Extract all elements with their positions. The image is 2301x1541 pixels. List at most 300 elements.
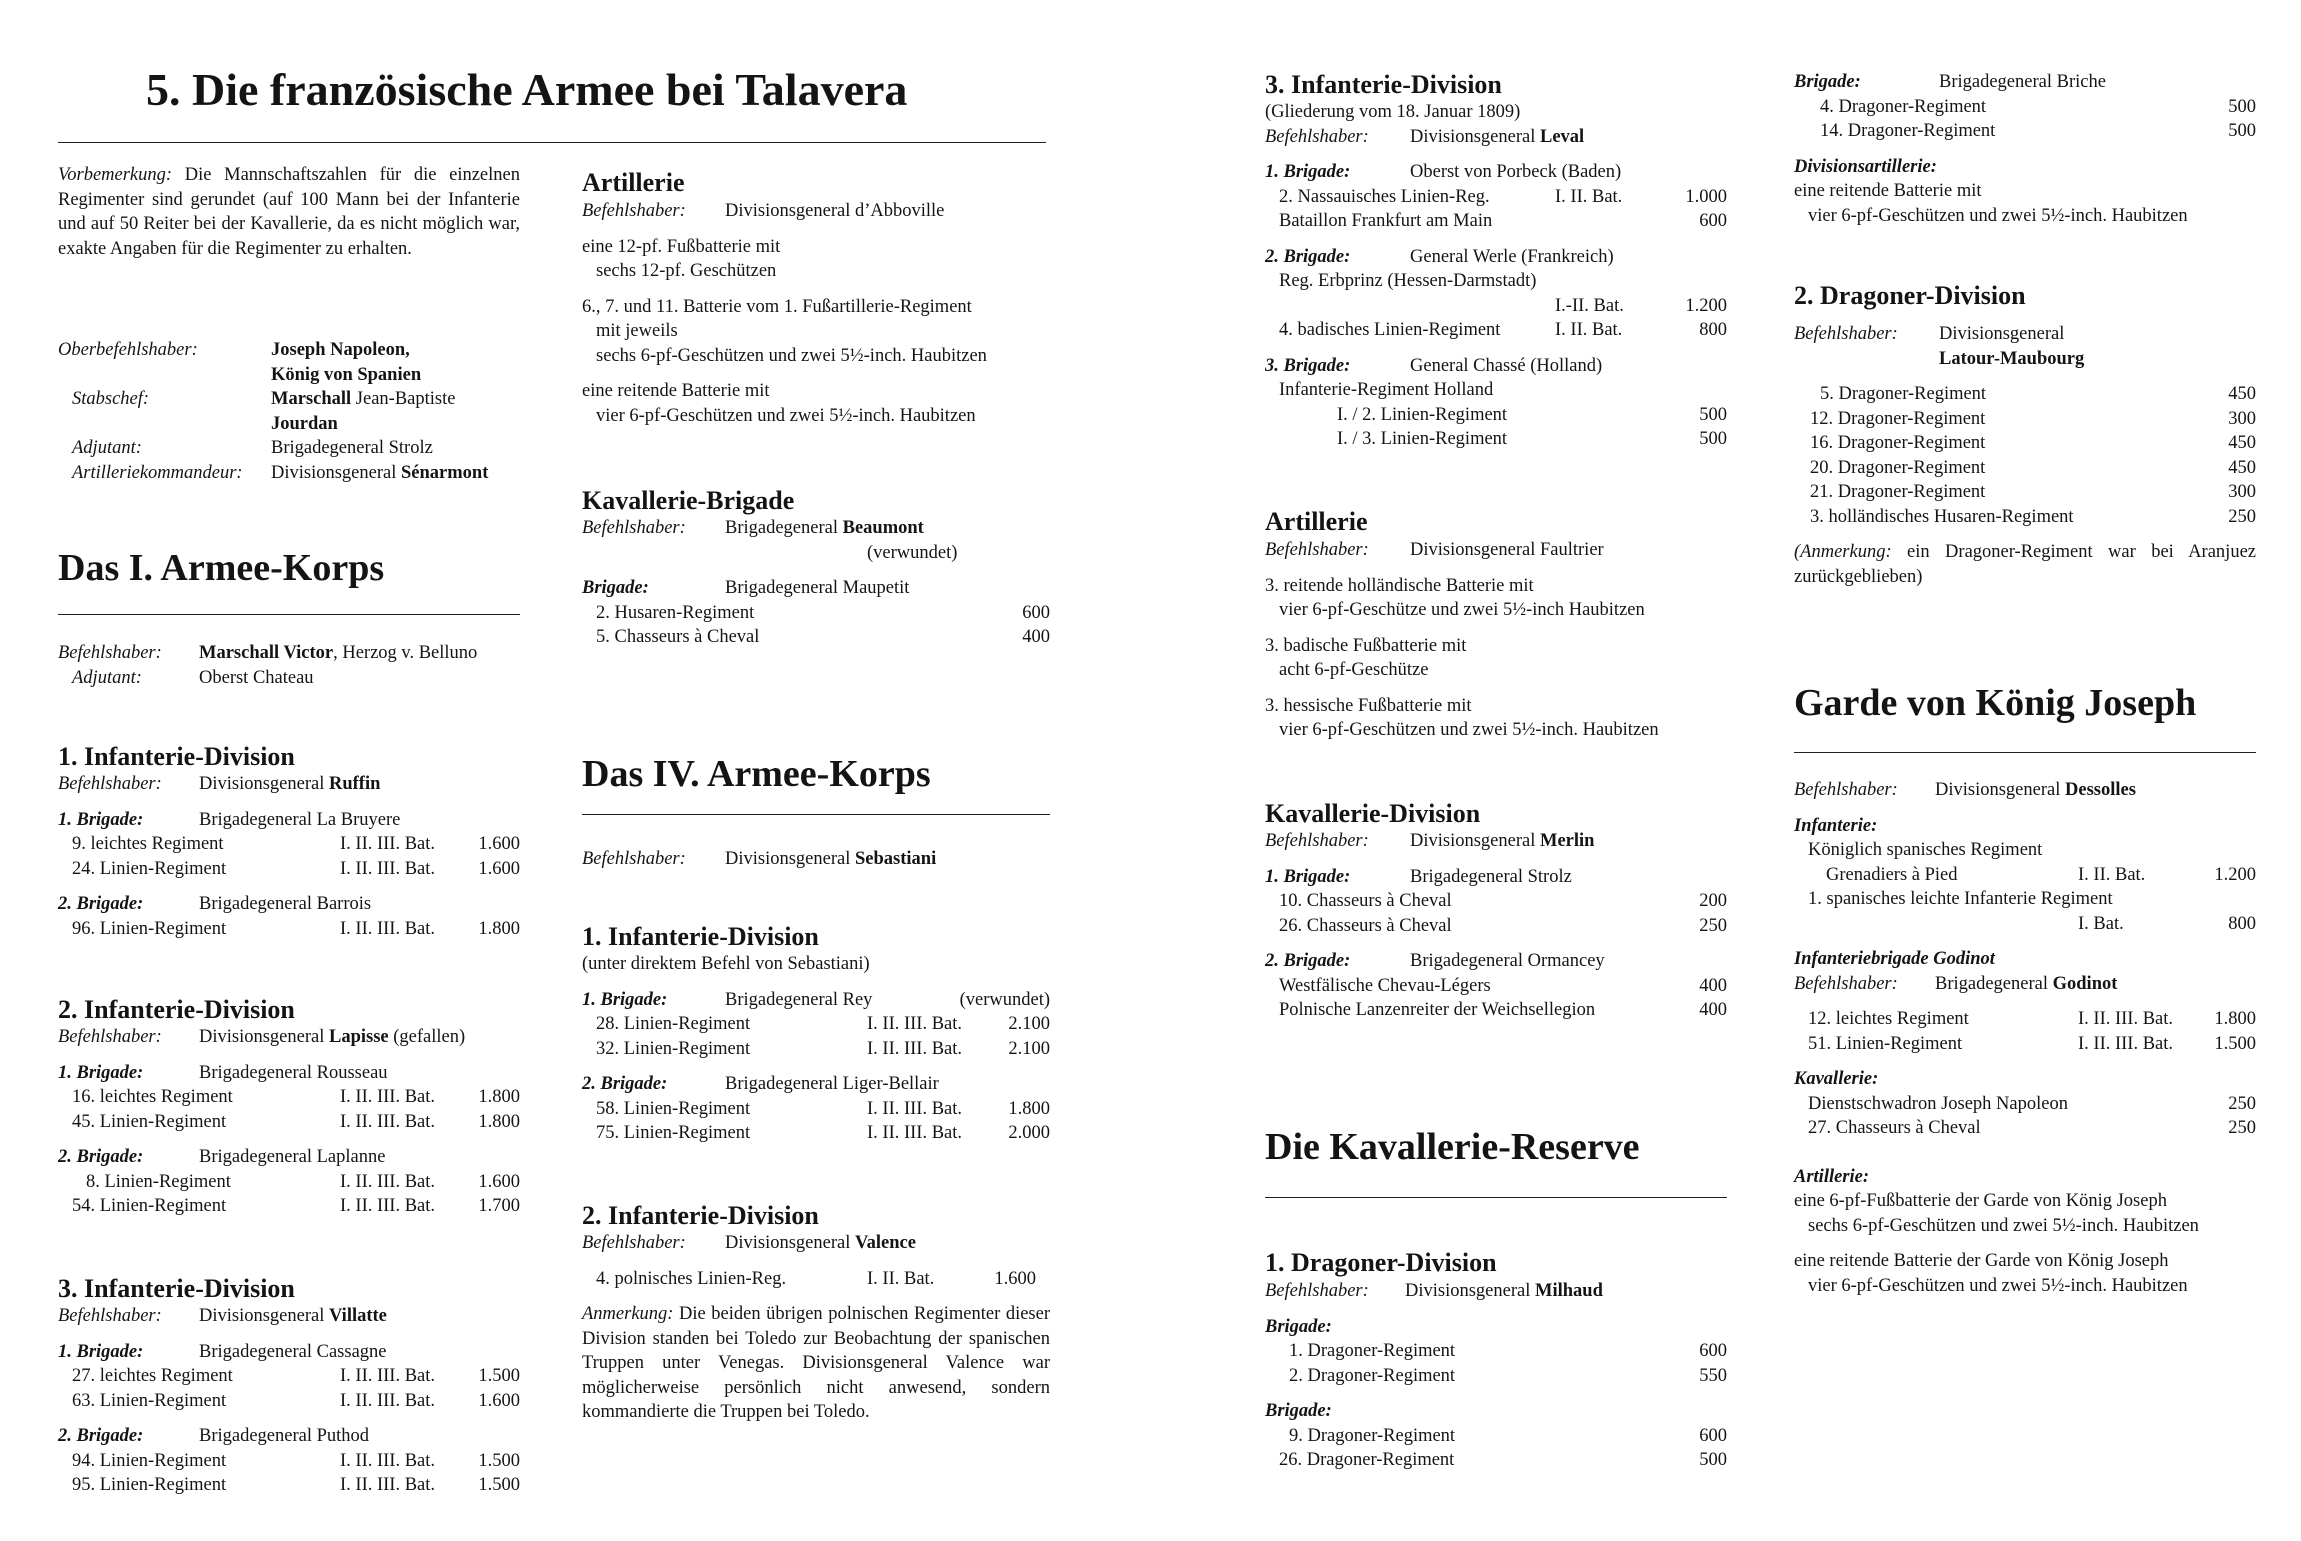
unit-name: 3. holländisches Husaren-Regiment xyxy=(1810,506,2074,527)
table-row xyxy=(1794,431,2256,456)
unit-battalions: I. II. III. Bat. xyxy=(867,1098,963,1119)
k4-d2-anmerkung xyxy=(582,1302,1050,1425)
garde-ib-bef-rank: Brigadegeneral xyxy=(1935,973,2053,994)
unit-battalions: I. II. III. Bat. xyxy=(340,1171,436,1192)
k4-d3-b2-name: General Werle (Frankreich) xyxy=(1410,246,1614,267)
unit-name: 96. Linien-Regiment xyxy=(72,918,227,939)
unit-strength: 300 xyxy=(2228,482,2256,502)
unit-name: 14. Dragoner-Regiment xyxy=(1820,121,1996,141)
k4-kav-bef-rank: Divisionsgeneral xyxy=(1410,831,1540,851)
unit-strength: 1.600 xyxy=(478,834,520,854)
k4-d2-bef-name: Valence xyxy=(855,1233,916,1253)
k1-kav-bef-name: Beaumont xyxy=(842,518,924,538)
unit-strength: 400 xyxy=(1022,627,1050,647)
k4-d3-bef-label: Befehlshaber: xyxy=(1265,126,1369,147)
table-row xyxy=(58,1449,520,1474)
unit-name: 54. Linien-Regiment xyxy=(72,1196,227,1216)
unit-strength: 500 xyxy=(2228,96,2256,117)
unit-name: 16. Dragoner-Regiment xyxy=(1810,433,1986,453)
k1-d2-b1-name: Brigadegeneral Rousseau xyxy=(199,1062,388,1083)
k4-art-battery-2-detail: acht 6-pf-Geschütze xyxy=(1279,660,1429,680)
k1-d3-b1-tag: 1. Brigade: xyxy=(58,1341,144,1362)
unit-strength: 1.600 xyxy=(994,1268,1036,1289)
k1-artillerie-body xyxy=(582,199,1050,428)
unit-strength: 1.500 xyxy=(478,1450,520,1471)
table-row xyxy=(58,1364,520,1389)
adjutant-name: Brigadegeneral Strolz xyxy=(271,438,433,458)
unit-strength: 2.100 xyxy=(1008,1014,1050,1034)
res-d2-bef-rank: Divisionsgeneral xyxy=(1939,324,2065,344)
k4-art-battery-1-detail: vier 6-pf-Geschütze und zwei 5½-inch Haubitzen xyxy=(1279,600,1645,620)
k1-d2-bef-note: (gefallen) xyxy=(388,1027,466,1047)
table-row xyxy=(58,1085,520,1110)
k4-kav-b1-name: Brigadegeneral Strolz xyxy=(1410,866,1572,887)
res-d2-bef-label: Befehlshaber: xyxy=(1794,324,1898,344)
unit-battalions: I. II. III. Bat. xyxy=(340,1475,436,1495)
res-d2-anm-label: (Anmerkung: xyxy=(1794,542,1892,562)
korps4-bef-rank: Divisionsgeneral xyxy=(725,849,855,869)
res-d1-art-battery: eine reitende Batterie mit xyxy=(1794,181,1982,201)
table-row xyxy=(1265,889,1727,914)
unit-strength: 800 xyxy=(2228,913,2256,934)
k4-d1-sub: (unter direktem Befehl von Sebastiani) xyxy=(582,954,870,974)
unit-name: 12. leichtes Regiment xyxy=(1808,1009,1969,1029)
table-row xyxy=(1265,974,1727,999)
unit-battalions: I. Bat. xyxy=(2078,913,2124,934)
res-d2-body xyxy=(1794,322,2256,589)
k1-art-bef-label: Befehlshaber: xyxy=(582,201,686,221)
vorbemerkung-label: Vorbemerkung: xyxy=(58,165,173,185)
korps1-command xyxy=(58,641,520,690)
table-row xyxy=(58,857,520,882)
unit-strength: 1.600 xyxy=(478,858,520,879)
unit-name: 4. Dragoner-Regiment xyxy=(1820,96,1987,117)
garde-art-battery-2: eine reitende Batterie der Garde von König Joseph xyxy=(1794,1251,2169,1271)
k1-art-bef-name: Divisionsgeneral d’Abboville xyxy=(725,201,945,221)
stabschef-rank: Marschall xyxy=(271,389,352,409)
table-row xyxy=(58,917,520,942)
stabschef-surname: Jourdan xyxy=(271,413,338,434)
unit-name: 27. Chasseurs à Cheval xyxy=(1808,1118,1981,1138)
k1-d1-heading: 1. Infanterie-Division xyxy=(58,742,295,771)
table-row xyxy=(1794,382,2256,407)
k1-d2-body xyxy=(58,1025,520,1219)
korps4-heading: Das IV. Armee-Korps xyxy=(582,753,931,795)
unit-strength: 1.700 xyxy=(478,1196,520,1216)
k1-d3-b2-tag: 2. Brigade: xyxy=(58,1426,144,1446)
table-row xyxy=(582,1267,1050,1292)
k4-d1-b1-name: Brigadegeneral Rey xyxy=(725,989,873,1010)
unit-strength: 250 xyxy=(2228,1093,2256,1114)
unit-strength: 250 xyxy=(2228,1118,2256,1138)
garde-art-tag: Artillerie: xyxy=(1794,1166,1870,1187)
garde-kav-tag: Kavallerie: xyxy=(1794,1069,1879,1089)
table-row xyxy=(582,1037,1050,1062)
table-row xyxy=(1265,209,1727,234)
unit-name: 5. Dragoner-Regiment xyxy=(1820,384,1987,404)
unit-strength: 500 xyxy=(1699,429,1727,449)
garde-art-battery-2-detail: vier 6-pf-Geschützen und zwei 5½-inch. Haubitzen xyxy=(1808,1275,2188,1296)
korps1-befehlshaber-label: Befehlshaber: xyxy=(58,643,162,663)
unit-name: 58. Linien-Regiment xyxy=(596,1098,751,1119)
unit-name: 1. Dragoner-Regiment xyxy=(1289,1341,1456,1361)
k1-art-battery-2-guns: sechs 6-pf-Geschützen und zwei 5½-inch. Haubitzen xyxy=(596,345,987,366)
res-d1-b3-tag: Brigade: xyxy=(1794,72,1861,92)
table-row xyxy=(1794,407,2256,432)
unit-strength: 400 xyxy=(1699,1000,1727,1020)
res-d1-bef-rank: Divisionsgeneral xyxy=(1405,1281,1535,1301)
k4-d3-bef-name: Leval xyxy=(1540,126,1585,147)
unit-battalions: I. II. III. Bat. xyxy=(2078,1009,2174,1029)
k4-d3-b3-name: General Chassé (Holland) xyxy=(1410,355,1603,376)
unit-battalions: I. II. III. Bat. xyxy=(340,1087,436,1107)
unit-battalions: I. II. III. Bat. xyxy=(340,1390,436,1411)
table-row xyxy=(1794,480,2256,505)
k1-kav-bef-label: Befehlshaber: xyxy=(582,518,686,538)
unit-name: 4. polnisches Linien-Reg. xyxy=(596,1268,787,1289)
table-row xyxy=(1265,998,1727,1023)
k1-art-battery-1: eine 12-pf. Fußbatterie mit xyxy=(582,236,781,257)
k4-d1-b2-tag: 2. Brigade: xyxy=(582,1074,668,1094)
command-staff xyxy=(58,338,520,485)
k1-kav-b-name: Brigadegeneral Maupetit xyxy=(725,578,910,598)
k4-art-battery-3-detail: vier 6-pf-Geschützen und zwei 5½-inch. Haubitzen xyxy=(1279,720,1659,740)
unit-name: I. / 2. Linien-Regiment xyxy=(1337,404,1508,425)
table-row xyxy=(1794,1092,2256,1117)
unit-strength: 250 xyxy=(2228,506,2256,527)
table-row xyxy=(1794,1007,2256,1032)
unit-strength: 1.200 xyxy=(2214,864,2256,885)
korps4-bef-label: Befehlshaber: xyxy=(582,849,686,869)
k4-d1-b2-name: Brigadegeneral Liger-Bellair xyxy=(725,1074,939,1094)
res-d1-art-tag: Divisionsartillerie: xyxy=(1794,156,1937,177)
korps4-rule xyxy=(582,814,1050,815)
unit-name: Westfälische Chevau-Légers xyxy=(1279,975,1491,996)
table-row xyxy=(1265,318,1727,343)
unit-strength: 800 xyxy=(1699,320,1727,340)
unit-name: 16. leichtes Regiment xyxy=(72,1087,233,1107)
k4-d2-anm-label: Anmerkung: xyxy=(582,1304,674,1324)
table-row xyxy=(1265,1424,1727,1449)
unit-name: 5. Chasseurs à Cheval xyxy=(596,627,760,647)
table-row xyxy=(582,601,1050,626)
k4-d2-body xyxy=(582,1231,1050,1425)
garde-heading: Garde von König Joseph xyxy=(1794,682,2197,724)
unit-strength: 1.500 xyxy=(2214,1033,2256,1054)
k4-kav-body xyxy=(1265,829,1727,1023)
table-row xyxy=(58,1389,520,1414)
unit-battalions: I. II. III. Bat. xyxy=(2078,1033,2174,1054)
unit-name: 32. Linien-Regiment xyxy=(596,1038,751,1059)
k4-kav-b2-name: Brigadegeneral Ormancey xyxy=(1410,951,1605,971)
table-row xyxy=(1265,403,1727,428)
vorbemerkung xyxy=(58,163,520,261)
k1-d2-b2-tag: 2. Brigade: xyxy=(58,1147,144,1167)
korps4-command xyxy=(582,847,1050,872)
unit-strength: 600 xyxy=(1699,1341,1727,1361)
garde-rule xyxy=(1794,752,2256,753)
res-d2-anmerkung xyxy=(1794,540,2256,589)
unit-name: 94. Linien-Regiment xyxy=(72,1450,227,1471)
res-d1-continued xyxy=(1794,70,2256,228)
k1-d3-heading: 3. Infanterie-Division xyxy=(58,1274,295,1303)
k1-kav-b-tag: Brigade: xyxy=(582,578,649,598)
reserve-heading: Die Kavallerie-Reserve xyxy=(1265,1126,1640,1168)
res-d1-b1-tag: Brigade: xyxy=(1265,1316,1332,1337)
unit-strength: 500 xyxy=(2228,121,2256,141)
stabschef-label: Stabschef: xyxy=(72,389,150,409)
oberbefehlshaber-name: Joseph Napoleon, xyxy=(271,340,410,360)
oberbefehlshaber-label: Oberbefehlshaber: xyxy=(58,340,198,360)
unit-name: 4. badisches Linien-Regiment xyxy=(1279,320,1501,340)
k1-d1-b1-tag: 1. Brigade: xyxy=(58,809,144,830)
k1-kav-bef-rank: Brigadegeneral xyxy=(725,518,843,538)
unit-strength: 600 xyxy=(1022,602,1050,623)
k4-d3-b1-name: Oberst von Porbeck (Baden) xyxy=(1410,162,1622,182)
unit-battalions: I. II. III. Bat. xyxy=(340,1450,436,1471)
garde-bef-label: Befehlshaber: xyxy=(1794,780,1898,800)
k1-d3-b2-name: Brigadegeneral Puthod xyxy=(199,1426,370,1446)
k1-d1-bef-rank: Divisionsgeneral xyxy=(199,774,329,794)
k4-d3-heading: 3. Infanterie-Division xyxy=(1265,70,1502,99)
k1-art-battery-3-detail: vier 6-pf-Geschützen und zwei 5½-inch. Haubitzen xyxy=(596,405,976,426)
table-row xyxy=(1265,1339,1727,1364)
k4-d3-bef-rank: Divisionsgeneral xyxy=(1410,126,1540,147)
k1-d1-b2-name: Brigadegeneral Barrois xyxy=(199,894,372,914)
garde-unit-leichte: 1. spanisches leichte Infanterie Regiment xyxy=(1808,889,2113,909)
table-row xyxy=(1265,185,1727,210)
res-d1-b2-tag: Brigade: xyxy=(1265,1401,1332,1421)
unit-name: 27. leichtes Regiment xyxy=(72,1366,233,1386)
k4-d1-b1-note: (verwundet) xyxy=(959,989,1050,1010)
k1-art-battery-3: eine reitende Batterie mit xyxy=(582,381,770,401)
adjutant-label: Adjutant: xyxy=(72,438,142,458)
unit-name: 8. Linien-Regiment xyxy=(86,1171,231,1192)
unit-name: 26. Dragoner-Regiment xyxy=(1279,1450,1455,1470)
unit-strength: 1.800 xyxy=(478,1111,520,1132)
unit-name: Grenadiers à Pied xyxy=(1826,864,1958,885)
k1-d2-bef-name: Lapisse xyxy=(329,1027,389,1047)
k4-kav-bef-name: Merlin xyxy=(1540,831,1595,851)
unit-strength: 1.800 xyxy=(478,918,520,939)
k4-d3-b1-tag: 1. Brigade: xyxy=(1265,162,1351,182)
k1-d3-bef-label: Befehlshaber: xyxy=(58,1306,162,1326)
k4-art-bef-label: Befehlshaber: xyxy=(1265,540,1369,560)
unit-battalions: I. II. III. Bat. xyxy=(867,1038,963,1059)
table-row xyxy=(58,1194,520,1219)
unit-battalions: I. II. Bat. xyxy=(867,1268,935,1289)
unit-name: I. / 3. Linien-Regiment xyxy=(1337,429,1508,449)
unit-strength: 1.200 xyxy=(1685,295,1727,316)
res-d1-bef-name: Milhaud xyxy=(1535,1281,1603,1301)
korps1-adjutant-name: Oberst Chateau xyxy=(199,667,314,688)
k1-kav-heading: Kavallerie-Brigade xyxy=(582,486,795,515)
table-row xyxy=(582,1121,1050,1146)
k1-kav-body xyxy=(582,516,1050,650)
res-d2-anm-text: ein Dragoner-Regiment war bei Aranjuez zurückgeblieben) xyxy=(1794,542,2256,587)
unit-name: 9. leichtes Regiment xyxy=(72,834,224,854)
table-row xyxy=(1794,456,2256,481)
unit-battalions: I. II. III. Bat. xyxy=(340,834,436,854)
unit-name: 12. Dragoner-Regiment xyxy=(1810,408,1986,429)
unit-strength: 300 xyxy=(2228,408,2256,429)
k4-d3-sub: (Gliederung vom 18. Januar 1809) xyxy=(1265,102,1521,122)
unit-strength: 450 xyxy=(2228,433,2256,453)
garde-bef-rank: Divisionsgeneral xyxy=(1935,780,2065,800)
table-row xyxy=(1265,1448,1727,1473)
k4-kav-b2-tag: 2. Brigade: xyxy=(1265,951,1351,971)
korps1-befehlshaber-name: Marschall Victor xyxy=(199,643,334,663)
k4-d1-body xyxy=(582,952,1050,1146)
unit-strength: 1.600 xyxy=(478,1390,520,1411)
unit-battalions: I.-II. Bat. xyxy=(1555,295,1624,316)
table-row xyxy=(58,1473,520,1498)
table-row xyxy=(1794,95,2256,120)
k1-d2-b1-tag: 1. Brigade: xyxy=(58,1062,144,1083)
k1-d3-body xyxy=(58,1304,520,1498)
title-rule xyxy=(58,142,1046,143)
unit-name: Polnische Lanzenreiter der Weichsellegion xyxy=(1279,1000,1596,1020)
k4-d1-b1-tag: 1. Brigade: xyxy=(582,989,668,1010)
k4-d3-body xyxy=(1265,100,1727,452)
table-row xyxy=(58,1110,520,1135)
unit-strength: 500 xyxy=(1699,404,1727,425)
korps1-rule xyxy=(58,614,520,615)
artilleriekommandeur-name: Sénarmont xyxy=(401,462,489,483)
table-row xyxy=(582,1012,1050,1037)
table-row xyxy=(1794,119,2256,144)
unit-strength: 1.800 xyxy=(1008,1098,1050,1119)
table-row xyxy=(1265,294,1727,319)
unit-strength: 1.000 xyxy=(1685,186,1727,207)
unit-name: 28. Linien-Regiment xyxy=(596,1014,751,1034)
k4-artillerie-heading: Artillerie xyxy=(1265,507,1368,536)
k4-d2-bef-rank: Divisionsgeneral xyxy=(725,1233,855,1253)
k1-d3-bef-rank: Divisionsgeneral xyxy=(199,1306,329,1326)
k4-kav-heading: Kavallerie-Division xyxy=(1265,799,1481,828)
unit-battalions: I. II. III. Bat. xyxy=(340,1111,436,1132)
unit-battalions: I. II. III. Bat. xyxy=(340,918,436,939)
unit-strength: 550 xyxy=(1699,1365,1727,1386)
unit-strength: 500 xyxy=(1699,1450,1727,1470)
unit-name: 63. Linien-Regiment xyxy=(72,1390,227,1411)
k4-d2-heading: 2. Infanterie-Division xyxy=(582,1201,819,1230)
unit-name: 2. Nassauisches Linien-Reg. xyxy=(1279,186,1490,207)
unit-strength: 450 xyxy=(2228,384,2256,404)
unit-name: Dienstschwadron Joseph Napoleon xyxy=(1808,1093,2068,1114)
unit-name: 21. Dragoner-Regiment xyxy=(1810,482,1986,502)
garde-ib-bef-name: Godinot xyxy=(2052,973,2118,994)
unit-name: 45. Linien-Regiment xyxy=(72,1111,227,1132)
k4-kav-b1-tag: 1. Brigade: xyxy=(1265,866,1351,887)
unit-strength: 400 xyxy=(1699,975,1727,996)
k1-d2-bef-rank: Divisionsgeneral xyxy=(199,1027,329,1047)
k4-d2-anm-text: Die beiden übrigen polnischen Regimenter dieser Division standen bei Toledo zur Beobachtung der spanischen Truppen unter Venegas. Divisionsgeneral Valence war möglicherweise persönlich nicht anwesend, sondern kommandierte die Truppen bei Toledo. xyxy=(582,1304,1050,1422)
k4-art-bef-name: Divisionsgeneral Faultrier xyxy=(1410,540,1604,560)
unit-name: 2. Dragoner-Regiment xyxy=(1289,1365,1456,1386)
table-row xyxy=(1265,1364,1727,1389)
garde-unit-spanisch: Königlich spanisches Regiment xyxy=(1808,840,2043,860)
unit-name: 75. Linien-Regiment xyxy=(596,1123,751,1143)
artilleriekommandeur-label: Artilleriekommandeur: xyxy=(72,462,243,483)
k4-d3-unit-erbprinz: Reg. Erbprinz (Hessen-Darmstadt) xyxy=(1279,271,1537,291)
korps1-adjutant-label: Adjutant: xyxy=(72,667,142,688)
unit-strength: 450 xyxy=(2228,457,2256,478)
res-d1-b3-name: Brigadegeneral Briche xyxy=(1939,72,2106,92)
unit-strength: 1.500 xyxy=(478,1475,520,1495)
unit-battalions: I. II. Bat. xyxy=(2078,864,2146,885)
k1-d1-bef-name: Ruffin xyxy=(329,774,381,794)
table-row xyxy=(582,1097,1050,1122)
unit-strength: 2.100 xyxy=(1008,1038,1050,1059)
garde-ib-bef-label: Befehlshaber: xyxy=(1794,973,1898,994)
unit-battalions: I. II. III. Bat. xyxy=(340,858,436,879)
stabschef-firstname: Jean-Baptiste xyxy=(351,389,456,409)
unit-strength: 1.600 xyxy=(478,1171,520,1192)
k1-d3-bef-name: Villatte xyxy=(329,1306,387,1326)
k1-artillerie-heading: Artillerie xyxy=(582,168,685,197)
reserve-rule xyxy=(1265,1197,1727,1198)
table-row xyxy=(582,625,1050,650)
unit-battalions: I. II. Bat. xyxy=(1555,320,1623,340)
k4-artillerie-body xyxy=(1265,538,1727,743)
vorbemerkung-text: Die Mannschaftszahlen für die einzelnen Regimenter sind gerundet (auf 100 Mann bei der Infanterie und auf 50 Reiter bei der Kavallerie, da es nicht möglich war, exakte Angaben für die Regimenter zu erhalten. xyxy=(58,165,520,259)
page-title: 5. Die französische Armee bei Talavera xyxy=(146,64,908,115)
unit-name: 51. Linien-Regiment xyxy=(1808,1033,1963,1054)
garde-body xyxy=(1794,778,2256,1298)
garde-art-battery-1: eine 6-pf-Fußbatterie der Garde von König Joseph xyxy=(1794,1191,2167,1211)
unit-name: 95. Linien-Regiment xyxy=(72,1475,227,1495)
unit-strength: 2.000 xyxy=(1008,1123,1050,1143)
res-d2-bef-name: Latour-Maubourg xyxy=(1939,348,2085,369)
unit-strength: 1.800 xyxy=(478,1087,520,1107)
unit-name: 24. Linien-Regiment xyxy=(72,858,227,879)
table-row xyxy=(58,832,520,857)
table-row xyxy=(58,1170,520,1195)
unit-name: 9. Dragoner-Regiment xyxy=(1289,1425,1456,1446)
k1-art-battery-1-detail: sechs 12-pf. Geschützen xyxy=(596,261,777,281)
unit-name: 2. Husaren-Regiment xyxy=(596,602,755,623)
unit-name: 20. Dragoner-Regiment xyxy=(1810,457,1986,478)
res-d1-body xyxy=(1265,1279,1727,1473)
res-d1-heading: 1. Dragoner-Division xyxy=(1265,1248,1497,1277)
k1-d2-b2-name: Brigadegeneral Laplanne xyxy=(199,1147,386,1167)
garde-bef-name: Dessolles xyxy=(2065,780,2136,800)
k4-kav-bef-label: Befehlshaber: xyxy=(1265,831,1369,851)
k1-art-battery-2: 6., 7. und 11. Batterie vom 1. Fußartillerie-Regiment xyxy=(582,296,972,317)
table-row xyxy=(1265,427,1727,452)
k4-d3-unit-holland: Infanterie-Regiment Holland xyxy=(1279,380,1494,400)
korps1-heading: Das I. Armee-Korps xyxy=(58,547,385,589)
k1-d3-b1-name: Brigadegeneral Cassagne xyxy=(199,1341,387,1362)
table-row xyxy=(1794,863,2256,888)
unit-strength: 600 xyxy=(1699,1425,1727,1446)
res-d1-art-detail: vier 6-pf-Geschützen und zwei 5½-inch. Haubitzen xyxy=(1808,205,2188,226)
table-row xyxy=(1794,912,2256,937)
k4-d2-bef-label: Befehlshaber: xyxy=(582,1233,686,1253)
k1-d2-bef-label: Befehlshaber: xyxy=(58,1027,162,1047)
korps1-befehlshaber-title: , Herzog v. Belluno xyxy=(333,643,478,663)
table-row xyxy=(1265,914,1727,939)
unit-battalions: I. II. III. Bat. xyxy=(340,1366,436,1386)
unit-name: 10. Chasseurs à Cheval xyxy=(1279,891,1452,911)
unit-strength: 1.800 xyxy=(2214,1009,2256,1029)
unit-battalions: I. II. III. Bat. xyxy=(867,1014,963,1034)
k1-kav-bef-note: (verwundet) xyxy=(867,542,958,563)
unit-strength: 200 xyxy=(1699,891,1727,911)
oberbefehlshaber-title: König von Spanien xyxy=(271,364,422,385)
unit-name: 26. Chasseurs à Cheval xyxy=(1279,915,1452,936)
